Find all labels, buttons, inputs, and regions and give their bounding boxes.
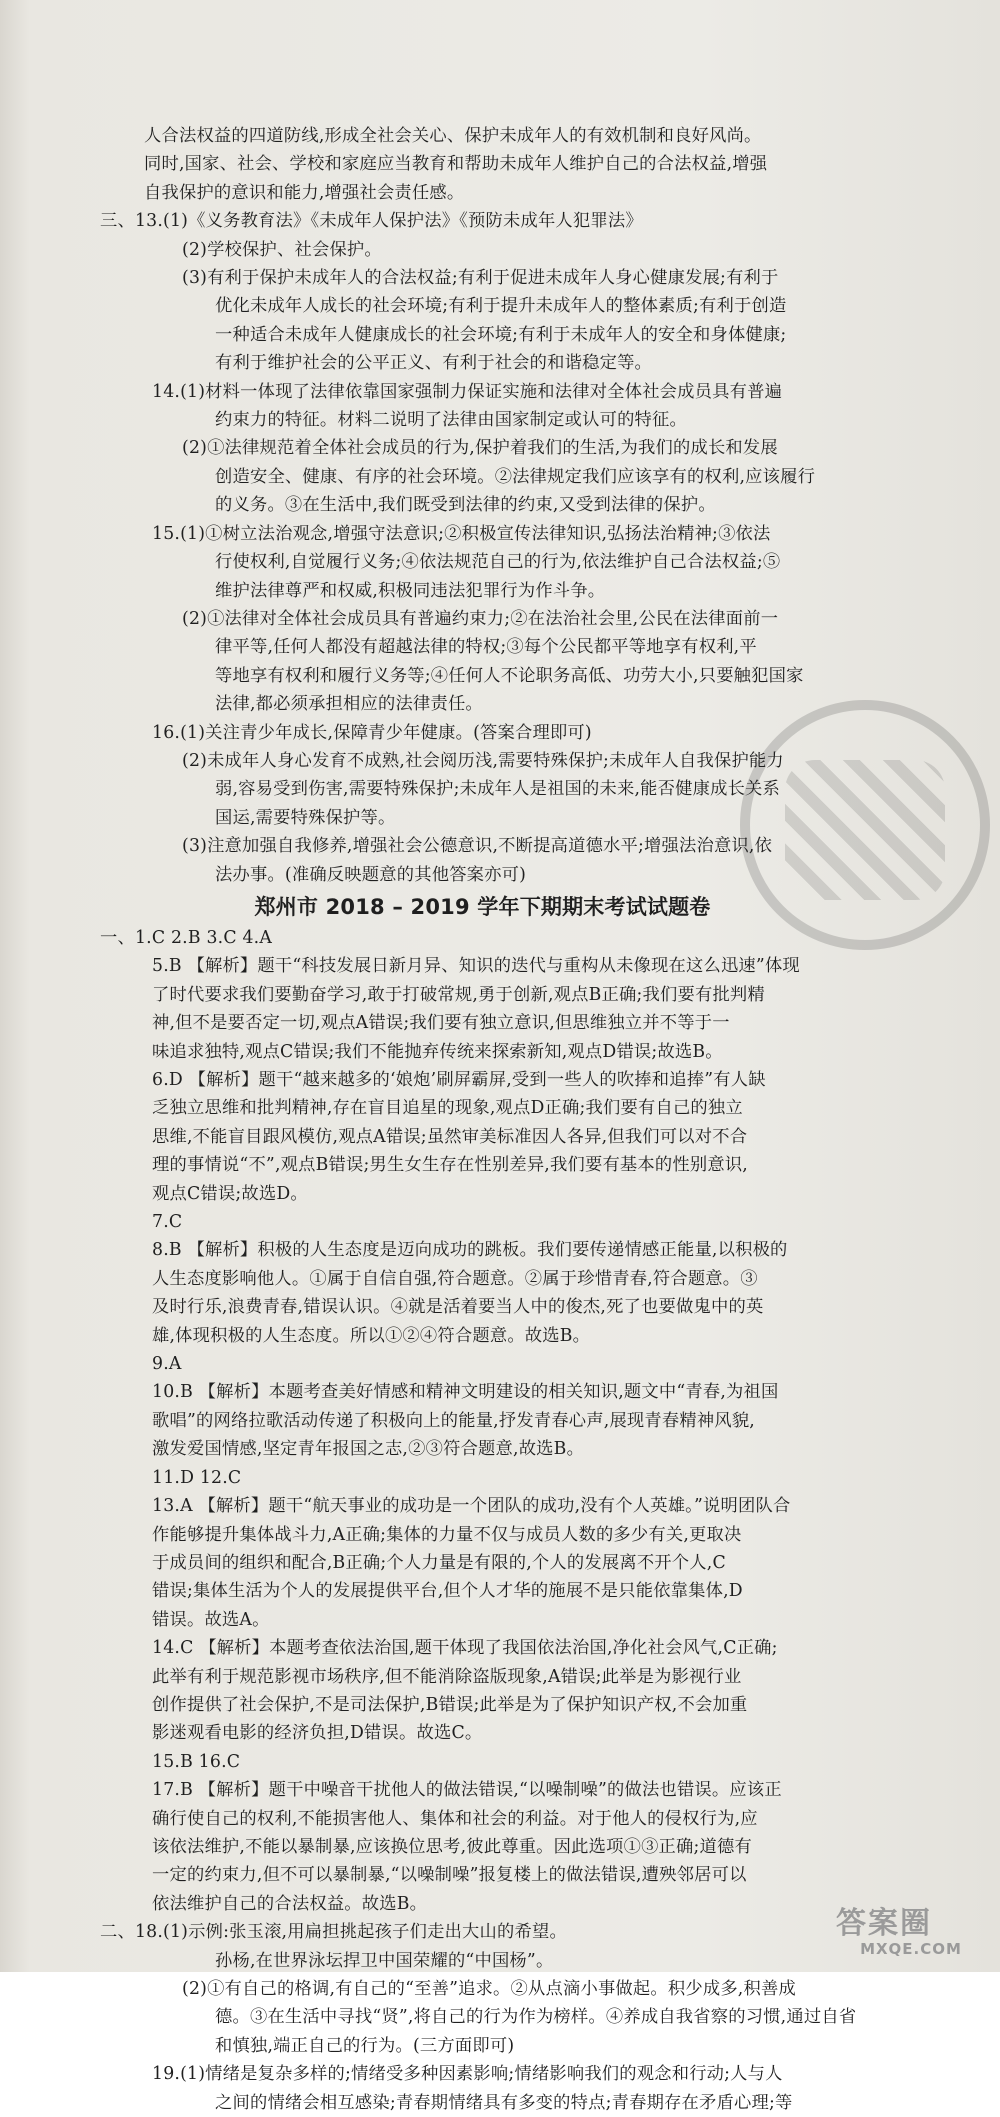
text-line: 乏独立思维和批判精神,存在盲目追星的现象,观点D正确;我们要有自己的独立 [152, 1098, 743, 1119]
text-line: 16.(1)关注青少年成长,保障青少年健康。(答案合理即可) [152, 722, 592, 743]
text-line: (2)①有自己的格调,有自己的“至善”追求。②从点滴小事做起。积少成多,积善成 [182, 1979, 796, 1999]
text-line: 约束力的特征。材料二说明了法律由国家制定或认可的特征。 [215, 410, 687, 431]
text-line: 及时行乐,浪费青春,错误认识。④就是活着要当人中的俊杰,死了也要做鬼中的英 [152, 1297, 764, 1318]
text-line: 理的事情说“不”,观点B错误;男生女生存在性别差异,我们要有基本的性别意识, [152, 1155, 748, 1176]
logo-title: 答案圈 [836, 1906, 932, 1941]
text-line: (2)①法律规范着全体社会成员的行为,保护着我们的生活,为我们的成长和发展 [182, 438, 778, 459]
text-line: 有利于维护社会的公平正义、有利于社会的和谐稳定等。 [215, 353, 653, 374]
text-line: 观点C错误;故选D。 [152, 1183, 308, 1204]
text-line: 一、1.C 2.B 3.C 4.A [100, 927, 273, 948]
text-line: 一种适合未成年人健康成长的社会环境;有利于未成年人的安全和身体健康; [215, 324, 787, 345]
text-line: 创造安全、健康、有序的社会环境。②法律规定我们应该享有的权利,应该履行 [215, 466, 816, 487]
text-line: 德。③在生活中寻找“贤”,将自己的行为作为榜样。④养成自我省察的习惯,通过自省 [215, 2007, 857, 2028]
text-line: 作能够提升集体战斗力,A正确;集体的力量不仅与成员人数的多少有关,更取决 [152, 1524, 742, 1545]
answer-text-block [100, 122, 865, 2117]
text-line: 和慎独,端正自己的行为。(三方面即可) [215, 2035, 515, 2056]
text-line: 弱,容易受到伤害,需要特殊保护;未成年人是祖国的未来,能否健康成长关系 [215, 779, 781, 800]
text-line: 7.C [152, 1212, 183, 1233]
text-line: (2)①法律对全体社会成员具有普遍约束力;②在法治社会里,公民在法律面前一 [182, 608, 779, 629]
text-line: 味追求独特,观点C错误;我们不能抛弃传统来探索新知,观点D错误;故选B。 [152, 1041, 723, 1062]
text-line: 同时,国家、社会、学校和家庭应当教育和帮助未成年人维护自己的合法权益,增强 [144, 154, 768, 175]
text-line: 17.B 【解析】题干中噪音干扰他人的做法错误,“以噪制噪”的做法也错误。应该正 [152, 1780, 782, 1801]
text-line: 法办事。(准确反映题意的其他答案亦可) [215, 864, 527, 885]
text-line: 11.D 12.C [152, 1467, 242, 1488]
text-line: 14.C 【解析】本题考查依法治国,题干体现了我国依法治国,净化社会风气,C正确; [152, 1638, 778, 1659]
text-line: 8.B 【解析】积极的人生态度是迈向成功的跳板。我们要传递情感正能量,以积极的 [152, 1240, 788, 1261]
text-line: 15.B 16.C [152, 1751, 241, 1772]
text-line: 法律,都必须承担相应的法律责任。 [215, 694, 483, 715]
text-line: 13.A 【解析】题干“航天事业的成功是一个团队的成功,没有个人英雄。”说明团队合 [152, 1496, 791, 1517]
text-line: (3)有利于保护未成年人的合法权益;有利于促进未成年人身心健康发展;有利于 [182, 268, 779, 289]
text-line: 人合法权益的四道防线,形成全社会关心、保护未成年人的有效机制和良好风尚。 [144, 126, 762, 146]
text-line: 孙杨,在世界泳坛捍卫中国荣耀的“中国杨”。 [215, 1950, 554, 1971]
text-line: 三、13.(1)《义务教育法》《未成年人保护法》《预防未成年人犯罪法》 [100, 211, 643, 232]
text-line: 创作提供了社会保护,不是司法保护,B错误;此举是为了保护知识产权,不会加重 [152, 1694, 748, 1715]
text-line: 歌唱”的网络拉歌活动传递了积极向上的能量,抒发青春心声,展现青春精神风貌, [152, 1410, 755, 1431]
text-line: 影迷观看电影的经济负担,D错误。故选C。 [152, 1723, 483, 1744]
text-line: 自我保护的意识和能力,增强社会责任感。 [144, 182, 465, 203]
text-line: 行使权利,自觉履行义务;④依法规范自己的行为,依法维护自己合法权益;⑤ [215, 552, 781, 573]
text-line: 神,但不是要否定一切,观点A错误;我们要有独立意识,但思维独立并不等于一 [152, 1013, 730, 1034]
text-line: 了时代要求我们要勤奋学习,敢于打破常规,勇于创新,观点B正确;我们要有批判精 [152, 984, 765, 1005]
text-line: 二、18.(1)示例:张玉滚,用扁担挑起孩子们走出大山的希望。 [100, 1922, 567, 1943]
text-line: 确行使自己的权利,不能损害他人、集体和社会的利益。对于他人的侵权行为,应 [152, 1808, 758, 1829]
text-line: 等地享有权利和履行义务等;④任何人不论职务高低、功劳大小,只要触犯国家 [215, 665, 804, 686]
text-line: 国运,需要特殊保护等。 [215, 807, 396, 828]
text-line: 此举有利于规范影视市场秩序,但不能消除盗版现象,A错误;此举是为影视行业 [152, 1666, 742, 1687]
text-line: 依法维护自己的合法权益。故选B。 [152, 1893, 428, 1914]
text-line: 5.B 【解析】题干“科技发展日新月异、知识的迭代与重构从未像现在这么迅速”体现 [152, 956, 800, 977]
text-line: 的义务。③在生活中,我们既受到法律的约束,又受到法律的保护。 [215, 495, 716, 516]
text-line: 人生态度影响他人。①属于自信自强,符合题意。②属于珍惜青春,符合题意。③ [152, 1268, 758, 1289]
text-line: 优化未成年人成长的社会环境;有利于提升未成年人的整体素质;有利于创造 [215, 296, 787, 317]
logo-url: MXQE.COM [860, 1940, 962, 1958]
text-line: 19.(1)情绪是复杂多样的;情绪受多种因素影响;情绪影响我们的观念和行动;人与人 [152, 2064, 783, 2085]
watermark-logo [836, 1908, 986, 1964]
text-line: 律平等,任何人都没有超越法律的特权;③每个公民都平等地享有权利,平 [215, 637, 757, 658]
text-line: 之间的情绪会相互感染;青春期情绪具有多变的特点;青春期存在矛盾心理;等 [215, 2092, 793, 2113]
text-line: 该依法维护,不能以暴制暴,应该换位思考,彼此尊重。因此选项①③正确;道德有 [152, 1836, 752, 1857]
text-line: 6.D 【解析】题干“越来越多的‘娘炮’刷屏霸屏,受到一些人的吹捧和追捧”有人缺 [152, 1070, 766, 1090]
section-title: 郑州市 2018 – 2019 学年下期期末考试试题卷 [254, 894, 711, 919]
text-line: 雄,体现积极的人生态度。所以①②④符合题意。故选B。 [152, 1325, 591, 1346]
text-line: 思维,不能盲目跟风模仿,观点A错误;虽然审美标准因人各异,但我们可以对不合 [152, 1126, 748, 1147]
text-line: 9.A [152, 1354, 182, 1375]
text-line: 10.B 【解析】本题考查美好情感和精神文明建设的相关知识,题文中“青春,为祖国 [152, 1382, 779, 1403]
text-line: 14.(1)材料一体现了法律依靠国家强制力保证实施和法律对全体社会成员具有普遍 [152, 381, 783, 402]
text-line: 于成员间的组织和配合,B正确;个人力量是有限的,个人的发展离不开个人,C [152, 1552, 726, 1573]
text-line: 错误。故选A。 [152, 1609, 270, 1630]
text-line: 激发爱国情感,坚定青年报国之志,②③符合题意,故选B。 [152, 1439, 585, 1460]
text-line: (2)学校保护、社会保护。 [182, 239, 382, 260]
text-line: (3)注意加强自我修养,增强社会公德意识,不断提高道德水平;增强法治意识,依 [182, 836, 773, 857]
text-line: 错误;集体生活为个人的发展提供平台,但个人才华的施展不是只能依靠集体,D [152, 1581, 743, 1602]
text-line: 一定的约束力,但不可以暴制暴,“以噪制噪”报复楼上的做法错误,遭殃邻居可以 [152, 1865, 747, 1886]
text-line: 维护法律尊严和权威,积极同违法犯罪行为作斗争。 [215, 580, 606, 601]
text-line: 15.(1)①树立法治观念,增强守法意识;②积极宣传法律知识,弘扬法治精神;③依法 [152, 523, 771, 544]
text-line: (2)未成年人身心发育不成熟,社会阅历浅,需要特殊保护;未成年人自我保护能力 [182, 750, 784, 771]
